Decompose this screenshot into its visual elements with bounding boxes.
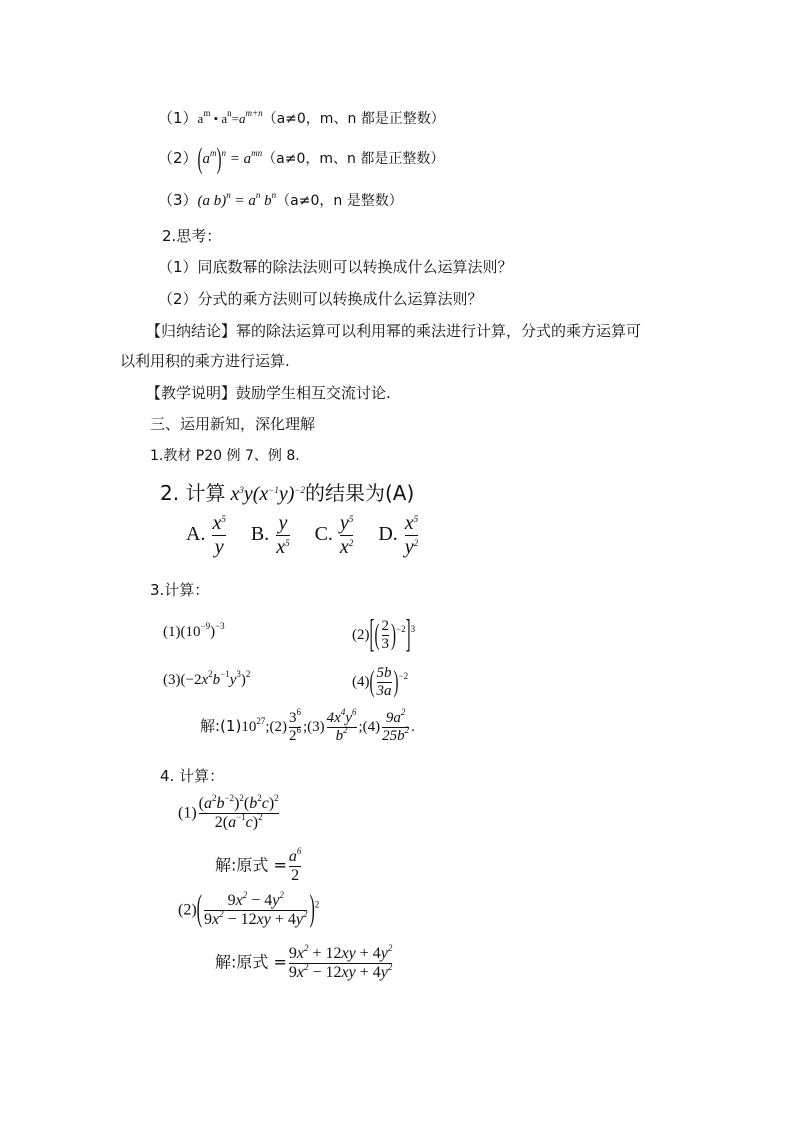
teaching-text: 鼓励学生相互交流讨论.	[236, 384, 391, 402]
rule-1	[158, 108, 445, 129]
option-a-fraction: $\frac{x^5}{y}$	[212, 512, 226, 558]
option-b-fraction: $\frac{y}{x^5}$	[276, 512, 290, 558]
q4-part-2-fraction: $\frac{9x^2 - 4y^2}{9x^2 - 12xy + 4y^2}$	[203, 890, 308, 929]
q3-solution-sep-3: ;(3)	[302, 719, 325, 736]
q4-solution-2-prefix: 解:原式 =	[215, 952, 287, 972]
q3-part-4-expression: ( $\frac{5b}{3a}$ )$^{-2}$	[369, 665, 409, 700]
rule-2	[158, 143, 445, 176]
section-3-heading: 三、运用新知，深化理解	[150, 415, 316, 433]
question-2-prefix: 2. 计算	[160, 481, 226, 505]
question-2-expression: $x^3y(x^{-1}y)^{-2}$	[230, 483, 305, 505]
rule-3-number: （3）	[158, 191, 198, 209]
option-d-label: D.	[378, 523, 398, 546]
rule-2-condition: （a≠0，m、n 都是正整数）	[262, 151, 445, 167]
rule-1-condition: （a≠0，m、n 都是正整数）	[262, 111, 445, 127]
question-4-solution-2	[215, 945, 394, 983]
question-4-part-1	[178, 795, 281, 833]
q4-part-1-fraction: $\frac{(a^2b^{-2})^2(b^2c)^2}{2(a^{-1}c)^2}$	[198, 793, 279, 832]
rule-3-formula: (a $b)^n = a^n$ $b^n$	[197, 190, 277, 209]
think-question-2: （2）分式的乘方法则可以转换成什么运算法则？	[158, 290, 483, 308]
q3-part-3-expression: $(-2x^2b^{-1}y^3)^2$	[180, 669, 251, 688]
q3-solution-sep-4: ;(4)	[358, 719, 381, 736]
option-c-fraction: $\frac{y^5}{x^2}$	[339, 512, 354, 558]
question-4-solution-1	[215, 848, 303, 886]
rule-2-number: （2）	[158, 149, 198, 167]
q3-part-2-expression: [( $\frac{2}{3}$ )$^{-2}$]$^3$	[369, 614, 416, 657]
question-2	[160, 480, 414, 507]
q3-solution-end: .	[411, 719, 415, 736]
q3-part-4-label: (4)	[352, 674, 370, 691]
teaching-tag: 【教学说明】	[146, 384, 237, 402]
think-heading: 2.思考：	[162, 227, 222, 245]
conclusion-text-1: 幂的除法运算可以利用幂的乘法进行计算，分式的乘方运算可	[236, 322, 642, 340]
q3-solution-prefix: 解:(1)	[200, 717, 242, 736]
option-a-label: A.	[186, 523, 206, 546]
teaching-note	[146, 383, 391, 403]
rule-2-formula: $(a^m)^n = a^{mn}$	[197, 143, 263, 176]
q4-part-1-label: (1)	[178, 804, 197, 822]
section-3-item-1: 1.教材 P20 例 7、例 8.	[150, 448, 300, 464]
rule-1-formula: $a^m$ • $a^n=a^{m+n}$	[197, 108, 263, 126]
question-3-part-2	[352, 614, 416, 657]
q4-part-2-label: (2)	[178, 901, 197, 919]
option-b-label: B.	[250, 523, 270, 546]
q3-part-1-expression: $(10^{-9})^{-3}$	[180, 621, 225, 640]
rule-3-condition: （a≠0，n 是整数）	[276, 193, 403, 209]
question-4-part-2: (2)( $\frac{9x^2 - 4y^2}{9x^2 - 12xy + 4y^2}$ )$^2$	[178, 890, 320, 930]
q3-part-1-label: (1)	[163, 624, 181, 640]
question-4-heading: 4. 计算：	[160, 767, 225, 785]
question-2-suffix: 的结果为(A)	[304, 481, 415, 505]
q4-solution-1-fraction: $\frac{a^6}{2}$	[288, 846, 302, 885]
question-3-heading: 3.计算：	[150, 581, 210, 599]
think-question-1: （1）同底数幂的除法法则可以转换成什么运算法则？	[158, 258, 513, 276]
q4-solution-1-prefix: 解:原式 =	[215, 855, 287, 875]
conclusion-tag: 【归纳结论】	[146, 322, 237, 340]
conclusion-line-1	[146, 321, 641, 341]
question-3-solution: 解$:(1)10^{27};(2)$ $\frac{3^6}{2^6}$ ;(3) $\frac{4x^4y^6}{b^2}$ ;(4) $\frac{9a^2}{25b^2}$ .	[200, 707, 415, 745]
q4-solution-2-fraction: $\frac{9x^2 + 12xy + 4y^2}{9x^2 - 12xy + 4y^2}$	[288, 943, 393, 982]
q3-solution-sep-2: ;(2)	[265, 719, 287, 736]
option-d-fraction: $\frac{x^5}{y^2}$	[404, 512, 419, 558]
conclusion-line-2: 以利用积的乘方进行运算.	[120, 352, 290, 370]
question-3-part-3	[163, 670, 250, 690]
rule-1-number: （1）	[158, 109, 198, 127]
q3-part-3-label: (3)	[163, 672, 181, 688]
option-c-label: C.	[314, 523, 333, 546]
q3-part-2-label: (2)	[352, 627, 370, 644]
question-3-part-1	[163, 622, 225, 642]
question-3-part-4	[352, 665, 408, 701]
question-2-options	[186, 512, 420, 559]
rule-3	[158, 190, 403, 211]
